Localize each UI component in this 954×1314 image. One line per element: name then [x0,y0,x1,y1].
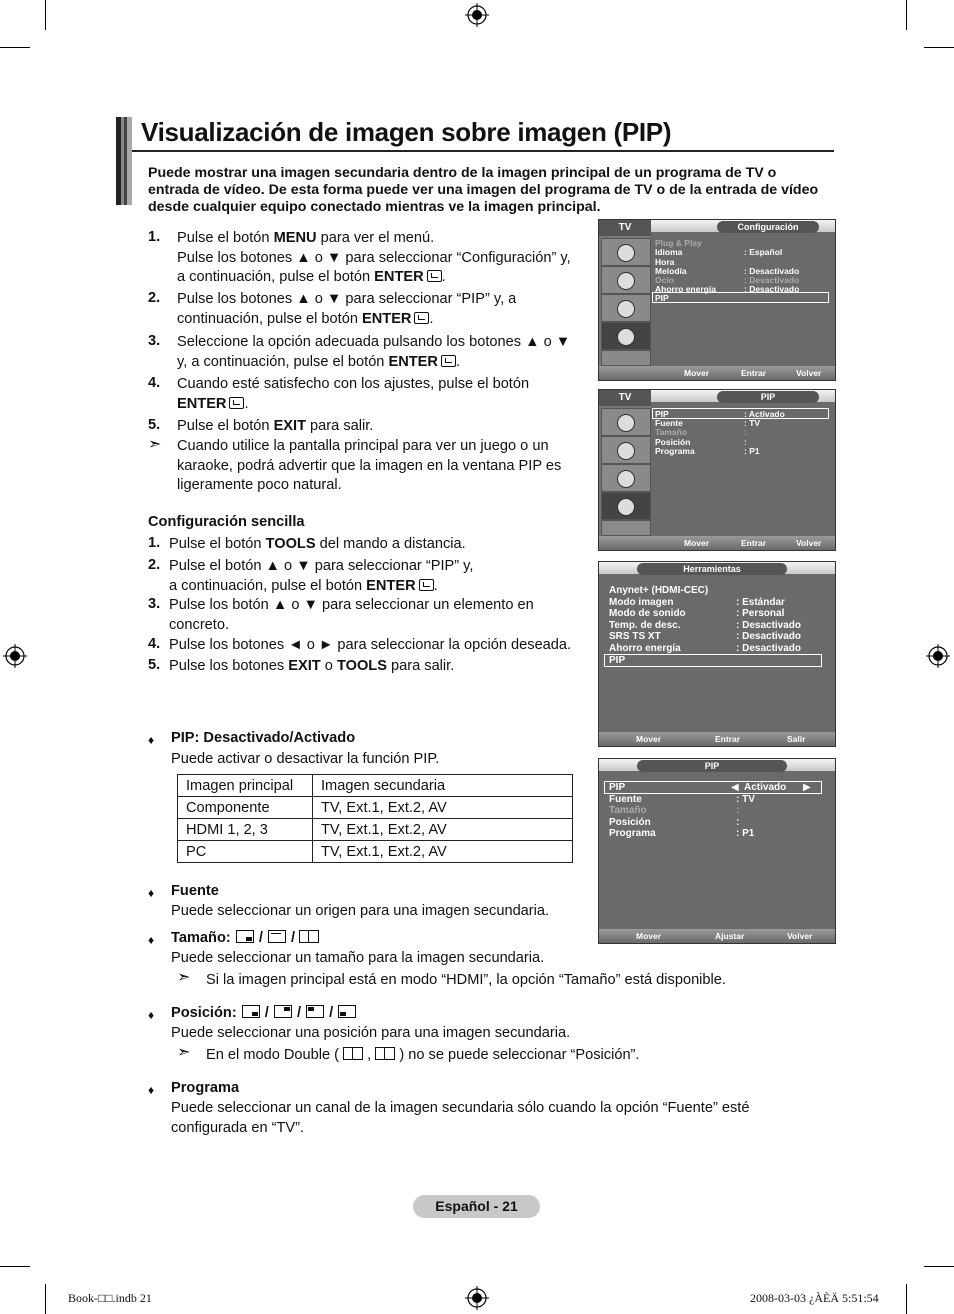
simple-step-5: Pulse los botones EXIT o TOOLS para salir. [169,658,455,674]
tamano-note: Si la imagen principal está en modo “HDMI”, la opción “Tamaño” está disponible. [206,972,726,988]
fuente-heading: Fuente [171,883,219,899]
osd-row-value: : Español [744,247,783,257]
input-menu-icon[interactable] [601,520,651,536]
simple-step-3: Pulse los botón ▲ o ▼ para seleccionar un elemento en concreto. [169,597,534,633]
fuente-description: Puede seleccionar un origen para una imagen secundaria. [171,903,550,919]
picture-menu-icon[interactable] [601,408,651,436]
osd-row-value: : TV [744,418,761,428]
crop-mark [906,0,907,30]
bullet-icon: ♦ [148,1083,155,1097]
bullet-icon: ♦ [148,886,155,900]
position-bottom-right-icon [242,1005,260,1018]
osd-row-label[interactable]: Plug & Play [655,238,702,248]
osd-row-label[interactable]: PIP [655,409,669,419]
left-arrow-icon[interactable]: ◀ [731,782,739,793]
step-number: 4. [148,375,161,391]
osd-footer [599,366,835,380]
setup-menu-icon[interactable] [601,492,651,520]
table-row: Componente TV, Ext.1, Ext.2, AV [178,797,573,819]
title-rule [132,150,834,152]
pip-heading: PIP: Desactivado/Activado [171,730,356,746]
step-number: 3. [148,333,161,349]
osd-row-value: : Personal [736,608,785,619]
step-number: 2. [148,290,161,306]
step-2: Pulse los botones ▲ o ▼ para seleccionar “PIP” y, a continuación, pulse el botón ENTER . [177,291,517,327]
enter-icon [427,270,442,282]
osd-row-label[interactable]: PIP [609,655,626,666]
osd-row-label[interactable]: PIP [655,293,669,303]
pip-description: Puede activar o desactivar la función PIP. [171,751,440,767]
simple-config-heading: Configuración sencilla [148,514,305,530]
osd-row-label[interactable]: Programa [655,446,695,456]
osd-enter-hint: Entrar [715,734,741,744]
crop-mark [45,1284,46,1314]
osd-row-value: : TV [736,794,755,805]
osd-return-hint: Volver [787,931,813,941]
posicion-heading: Posición: / / / [171,1005,357,1021]
registration-mark-icon [465,1286,489,1310]
osd-selection [652,292,829,303]
osd-row-value: : P1 [736,828,755,839]
osd-row-label[interactable]: Ocio [655,275,674,285]
osd-pip-menu [598,389,836,551]
crop-mark [906,1284,907,1314]
picture-menu-icon[interactable] [601,238,651,266]
step-4: Cuando esté satisfecho con los ajustes, pulse el botón ENTER . [177,376,530,412]
simple-step-2: Pulse el botón ▲ o ▼ para seleccionar “PIP” y, a continuación, pulse el botón ENTER . [169,558,474,594]
osd-exit-hint: Salir [787,734,806,744]
table-row: HDMI 1, 2, 3 TV, Ext.1, Ext.2, AV [178,819,573,841]
programa-description: Puede seleccionar un canal de la imagen secundaria sólo cuando la opción “Fuente” esté configurada en “TV”. [171,1100,750,1136]
osd-tv-tab: TV [599,220,651,236]
simple-step-4: Pulse los botones ◄ o ► para seleccionar la opción deseada. [169,637,572,653]
osd-configuration-menu [598,219,836,381]
note-arrow-icon: ➣ [148,436,162,453]
step-number: 1. [148,535,161,551]
osd-row-label[interactable]: Modo imagen [609,597,674,608]
osd-tools-menu [598,561,836,747]
osd-row-label[interactable]: Tamaño [655,427,687,437]
enter-icon [414,312,429,324]
osd-move-hint: Mover [636,931,662,941]
osd-row-value: : Desactivado [744,284,800,294]
size-small-icon [236,930,254,943]
osd-enter-hint: Entrar [741,368,767,378]
double-icon [375,1047,395,1060]
bullet-icon: ♦ [148,733,155,747]
osd-row-value: Activado [744,782,787,793]
size-double-icon [299,930,319,943]
double-icon [343,1047,363,1060]
osd-move-hint: Mover [684,368,710,378]
osd-header: PIP [717,391,819,403]
input-menu-icon[interactable] [601,350,651,366]
page-title: Visualización de imagen sobre imagen (PIP) [141,117,672,147]
osd-header: Configuración [717,221,819,233]
enter-icon [441,355,456,367]
position-bottom-left-icon [338,1005,356,1018]
bullet-icon: ♦ [148,933,155,947]
osd-enter-hint: Entrar [741,538,767,548]
table-row: PC TV, Ext.1, Ext.2, AV [178,841,573,863]
osd-row-value: : Desactivado [736,631,802,642]
osd-tv-tab: TV [599,390,651,406]
osd-row-label[interactable]: Hora [655,257,675,267]
osd-row-value: : [744,437,747,447]
osd-row-label[interactable]: Idioma [655,247,683,257]
osd-row-label[interactable]: Tamaño [609,805,647,816]
channel-menu-icon[interactable] [601,294,651,322]
step-1: Pulse el botón MENU para ver el menú. Pulse los botones ▲ o ▼ para seleccionar “Configuración” y, a continuación, pulse el botón ENTER . [177,230,571,285]
simple-step-1: Pulse el botón TOOLS del mando a distancia. [169,536,466,552]
osd-move-hint: Mover [636,734,662,744]
osd-header: Herramientas [637,563,787,575]
osd-return-hint: Volver [796,368,822,378]
programa-heading: Programa [171,1080,240,1096]
osd-row-label[interactable]: Temp. de desc. [609,620,681,631]
osd-row-label[interactable]: SRS TS XT [609,631,661,642]
step-3: Seleccione la opción adecuada pulsando los botones ▲ o ▼ y, a continuación, pulse el botón ENTER . [177,334,571,370]
osd-row-value: : P1 [744,446,760,456]
posicion-note: En el modo Double ( , ) no se puede seleccionar “Posición”. [206,1047,640,1063]
osd-row-label[interactable]: Melodía [655,266,687,276]
osd-row-label[interactable]: Fuente [609,794,642,805]
osd-row-value: : [744,427,747,437]
posicion-description: Puede seleccionar una posición para una imagen secundaria. [171,1025,571,1041]
osd-row-value: : [736,805,740,816]
osd-row-label[interactable]: Programa [609,828,656,839]
step-number: 5. [148,417,161,433]
position-top-right-icon [274,1005,292,1018]
osd-row-label[interactable]: Anynet+ (HDMI-CEC) [609,585,709,596]
osd-row-value: : Desactivado [744,266,800,276]
sound-menu-icon[interactable] [601,436,651,464]
osd-row-label[interactable]: PIP [609,782,626,793]
enter-icon [229,397,244,409]
step-number: 3. [148,596,161,612]
osd-row-label[interactable]: Ahorro energía [609,643,681,654]
crop-mark [924,1266,954,1267]
osd-row-value: : [736,817,740,828]
osd-row-label[interactable]: Modo de sonido [609,608,686,619]
osd-selection [604,654,822,667]
size-large-icon [268,930,286,943]
registration-mark-icon [465,3,489,27]
crop-mark [0,47,30,48]
channel-menu-icon[interactable] [601,464,651,492]
osd-adjust-hint: Ajustar [715,931,745,941]
note-game-karaoke: Cuando utilice la pantalla principal para ver un juego o un karaoke, podrá advertir que la imagen en la ventana PIP es ligeramente poco natural. [177,438,562,493]
position-top-left-icon [306,1005,324,1018]
step-5: Pulse el botón EXIT para salir. [177,418,374,434]
osd-footer [599,732,835,746]
tamano-heading: Tamaño: / / [171,930,319,946]
crop-mark [45,0,46,30]
osd-sidebar [599,236,651,366]
step-number: 1. [148,229,161,245]
osd-row-value: : Desactivado [744,275,800,285]
crop-mark [924,47,954,48]
setup-menu-icon[interactable] [601,322,651,350]
title-decoration [116,117,132,205]
osd-row-value: : Desactivado [736,643,802,654]
sound-menu-icon[interactable] [601,266,651,294]
osd-row-value: : Desactivado [736,620,802,631]
step-number: 5. [148,657,161,673]
osd-sidebar [599,406,651,536]
osd-footer [599,929,835,943]
note-arrow-icon: ➣ [177,969,191,986]
tamano-description: Puede seleccionar un tamaño para la imagen secundaria. [171,950,545,966]
registration-mark-icon [3,644,27,668]
registration-mark-icon [926,644,950,668]
osd-move-hint: Mover [684,538,710,548]
table-row: Imagen principal Imagen secundaria [178,775,573,797]
osd-row-label[interactable]: Ahorro energía [655,284,716,294]
osd-selection [604,781,822,794]
osd-row-label[interactable]: Fuente [655,418,683,428]
enter-icon [419,579,434,591]
osd-row-label[interactable]: Posición [609,817,651,828]
bullet-icon: ♦ [148,1008,155,1022]
print-slug-left: Book-□□.indb 21 [68,1291,152,1305]
step-number: 4. [148,636,161,652]
osd-return-hint: Volver [796,538,822,548]
osd-row-value: : Estándar [736,597,785,608]
intro-paragraph: Puede mostrar una imagen secundaria dentro de la imagen principal de un programa de TV o entrada de vídeo. De esta forma puede ver una imagen del programa de TV o de la entrada de vídeo desde cualquier equipo conectado mientras ve la imagen principal. [148,165,819,215]
print-slug-right: 2008-03-03 ¿ÀÈÄ 5:51:54 [750,1291,879,1305]
osd-pip-tools-menu [598,758,836,944]
note-arrow-icon: ➣ [177,1044,191,1061]
osd-header: PIP [637,760,787,772]
osd-footer [599,536,835,550]
page-number-badge: Español - 21 [413,1195,540,1218]
osd-row-label[interactable]: Posición [655,437,691,447]
right-arrow-icon[interactable]: ▶ [803,782,811,793]
crop-mark [0,1266,30,1267]
step-number: 2. [148,557,161,573]
source-table [177,774,573,863]
osd-row-value: : Activado [744,409,785,419]
